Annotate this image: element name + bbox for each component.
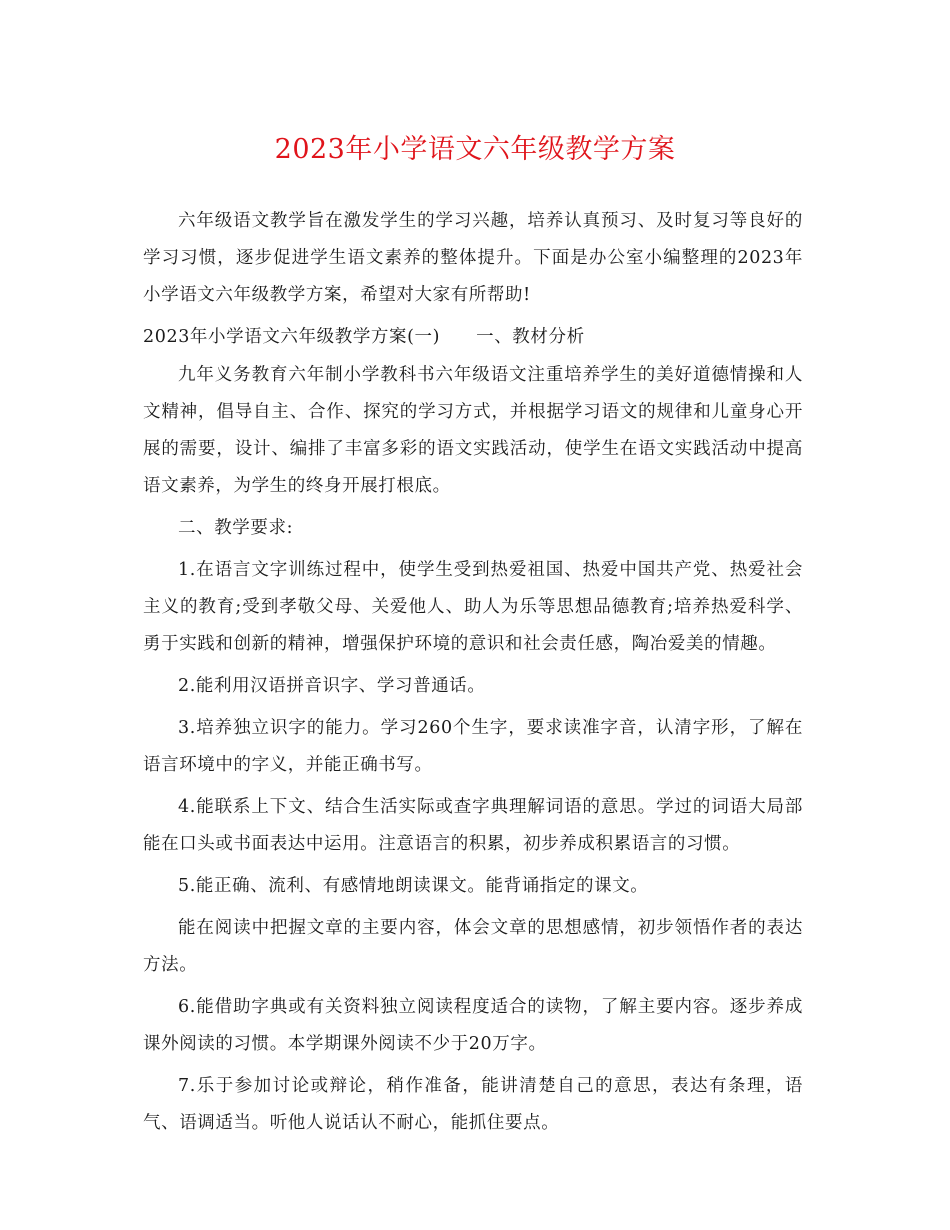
section-heading-requirements: 二、教学要求: bbox=[178, 518, 294, 538]
requirement-item: 3.培养独立识字的能力。学习260个生字，要求读准字音，认清字形，了解在语言环境中的字义，并能正确书写。 bbox=[143, 718, 803, 775]
requirement-item: 6.能借助字典或有关资料独立阅读程度适合的读物，了解主要内容。逐步养成课外阅读的习惯。本学期课外阅读不少于20万字。 bbox=[143, 997, 803, 1054]
plan-subtitle-line bbox=[143, 319, 803, 356]
materials-analysis-paragraph: 九年义务教育六年制小学教科书六年级语文注重培养学生的美好道德情操和人文精神，倡导自主、合作、探究的学习方式，并根据学习语文的规律和儿童身心开展的需要，设计、编排了丰富多彩的语文实践活动，使学生在语文实践活动中提高语文素养，为学生的终身开展打根底。 bbox=[143, 365, 803, 496]
requirement-item: 能在阅读中把握文章的主要内容，体会文章的思想感情，初步领悟作者的表达方法。 bbox=[143, 918, 803, 975]
section-heading-materials: 一、教材分析 bbox=[476, 327, 585, 347]
requirement-item: 2.能利用汉语拼音识字、学习普通话。 bbox=[178, 676, 486, 696]
requirement-item: 4.能联系上下文、结合生活实际或查字典理解词语的意思。学过的词语大局部能在口头或书面表达中运用。注意语言的积累，初步养成积累语言的习惯。 bbox=[143, 797, 803, 854]
requirement-item: 5.能正确、流利、有感情地朗读课文。能背诵指定的课文。 bbox=[178, 876, 649, 896]
plan-subtitle: 2023年小学语文六年级教学方案(一) bbox=[143, 327, 441, 347]
document-title: 2023年小学语文六年级教学方案 bbox=[274, 134, 676, 165]
requirement-item: 1.在语言文字训练过程中，使学生受到热爱祖国、热爱中国共产党、热爱社会主义的教育;受到孝敬父母、关爱他人、助人为乐等思想品德教育;培养热爱科学、勇于实践和创新的精神，增强保护环境的意识和社会责任感，陶冶爱美的情趣。 bbox=[143, 560, 803, 654]
requirement-item: 7.乐于参加讨论或辩论，稍作准备，能讲清楚自己的意思，表达有条理，语气、语调适当。听他人说话认不耐心，能抓住要点。 bbox=[143, 1076, 803, 1133]
document-body bbox=[143, 203, 803, 1147]
intro-paragraph: 六年级语文教学旨在激发学生的学习兴趣，培养认真预习、及时复习等良好的学习习惯，逐步促进学生语文素养的整体提升。下面是办公室小编整理的2023年小学语文六年级教学方案，希望对大家有所帮助! bbox=[143, 211, 803, 305]
